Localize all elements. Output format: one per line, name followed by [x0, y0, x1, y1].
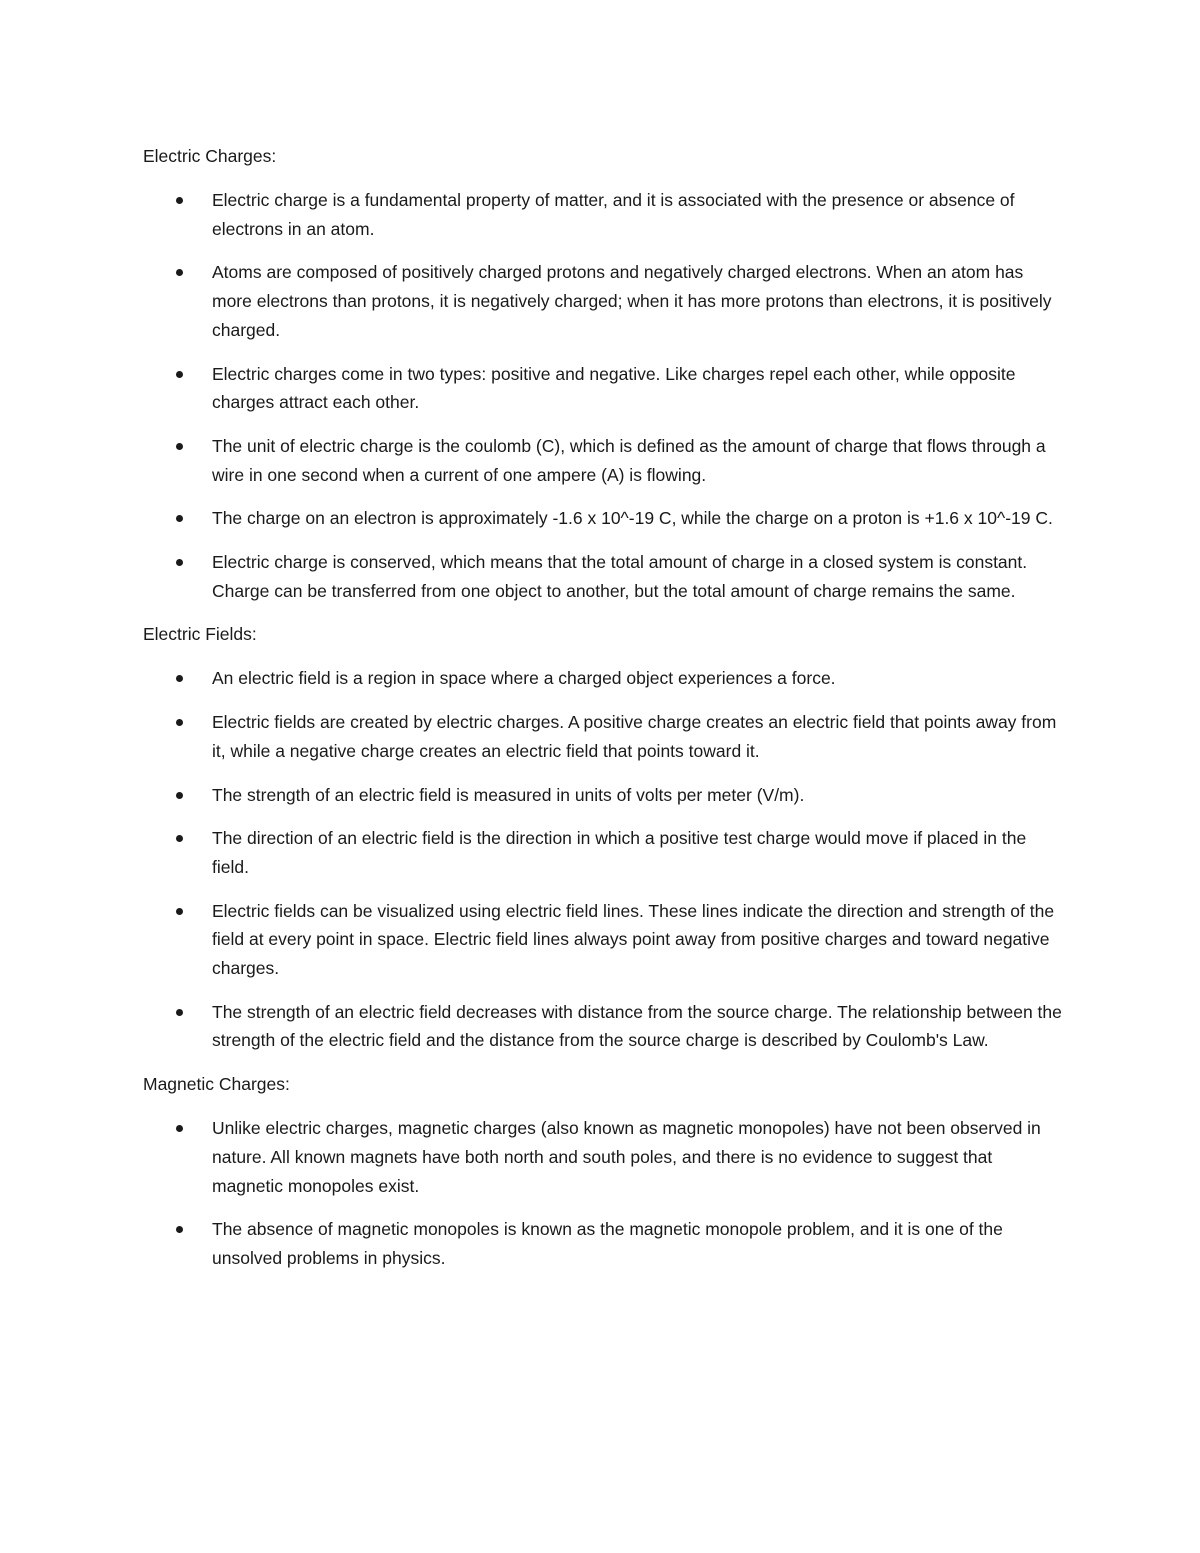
- list-item-text: The charge on an electron is approximately -1.6 x 10^-19 C, while the charge on a proton is +1.6 x 10^-19 C.: [212, 508, 1053, 529]
- bullet-icon: [176, 675, 183, 682]
- list-item: [143, 1114, 1063, 1200]
- bullet-icon: [176, 197, 183, 204]
- list-item: [143, 258, 1063, 344]
- bullet-icon: [176, 908, 183, 915]
- bullet-icon: [176, 835, 183, 842]
- bullet-list-electric-charges: [143, 186, 1063, 605]
- bullet-icon: [176, 1125, 183, 1132]
- list-item-text: The unit of electric charge is the coulomb (C), which is defined as the amount of charge that flows through a wire in one second when a current of one ampere (A) is flowing.: [212, 435, 1046, 485]
- list-item: [143, 664, 1063, 693]
- list-item-text: Electric charges come in two types: positive and negative. Like charges repel each other, while opposite charges attract each other.: [212, 363, 1016, 413]
- list-item: [143, 360, 1063, 417]
- bullet-icon: [176, 1226, 183, 1233]
- list-item-text: Electric fields are created by electric charges. A positive charge creates an electric field that points away from it, while a negative charge creates an electric field that points toward it.: [212, 712, 1057, 761]
- list-item-text: Electric charge is a fundamental property of matter, and it is associated with the presence or absence of electrons in an atom.: [212, 190, 1015, 239]
- bullet-list-electric-fields: [143, 664, 1063, 1055]
- document-body: [143, 142, 1063, 1288]
- list-item-text: The absence of magnetic monopoles is known as the magnetic monopole problem, and it is one of the unsolved problems in physics.: [212, 1219, 1003, 1268]
- list-item: [143, 897, 1063, 983]
- list-item: [143, 781, 1063, 810]
- bullet-icon: [176, 559, 183, 566]
- list-item: [143, 824, 1063, 881]
- bullet-icon: [176, 792, 183, 799]
- bullet-icon: [176, 443, 183, 450]
- list-item-text: Atoms are composed of positively charged protons and negatively charged electrons. When an atom has more electrons than protons, it is negatively charged; when it has more protons than electrons, it is positively charged.: [212, 262, 1052, 340]
- list-item: [143, 998, 1063, 1055]
- list-item: [143, 504, 1063, 533]
- bullet-icon: [176, 269, 183, 276]
- section-heading-electric-charges: Electric Charges:: [143, 146, 277, 166]
- section-heading-electric-fields: Electric Fields:: [143, 624, 257, 645]
- bullet-icon: [176, 371, 183, 378]
- list-item-text: The strength of an electric field is measured in units of volts per meter (V/m).: [212, 784, 805, 805]
- list-item-text: The strength of an electric field decreases with distance from the source charge. The relationship between the strength of the electric field and the distance from the source charge is described by Coulomb's Law.: [212, 1001, 1062, 1051]
- list-item-text: Electric fields can be visualized using electric field lines. These lines indicate the direction and strength of the field at every point in space. Electric field lines always point away from positive charges and toward negative charges.: [212, 900, 1055, 979]
- list-item: [143, 548, 1063, 605]
- list-item: [143, 432, 1063, 489]
- list-item: [143, 708, 1063, 765]
- list-item: [143, 186, 1063, 243]
- bullet-icon: [176, 1009, 183, 1016]
- section-heading-magnetic-charges: Magnetic Charges:: [143, 1074, 290, 1095]
- bullet-icon: [176, 719, 183, 726]
- list-item: [143, 1215, 1063, 1272]
- bullet-icon: [176, 515, 183, 522]
- list-item-text: Unlike electric charges, magnetic charges (also known as magnetic monopoles) have not been observed in nature. All known magnets have both north and south poles, and there is no evidence to suggest that magnetic monopoles exist.: [212, 1118, 1041, 1196]
- list-item-text: An electric field is a region in space where a charged object experiences a force.: [212, 668, 836, 689]
- list-item-text: Electric charge is conserved, which means that the total amount of charge in a closed system is constant. Charge can be transferred from one object to another, but the total amount of charge remains the same.: [212, 552, 1028, 601]
- list-item-text: The direction of an electric field is the direction in which a positive test charge would move if placed in the field.: [212, 828, 1027, 877]
- bullet-list-magnetic-charges: [143, 1114, 1063, 1273]
